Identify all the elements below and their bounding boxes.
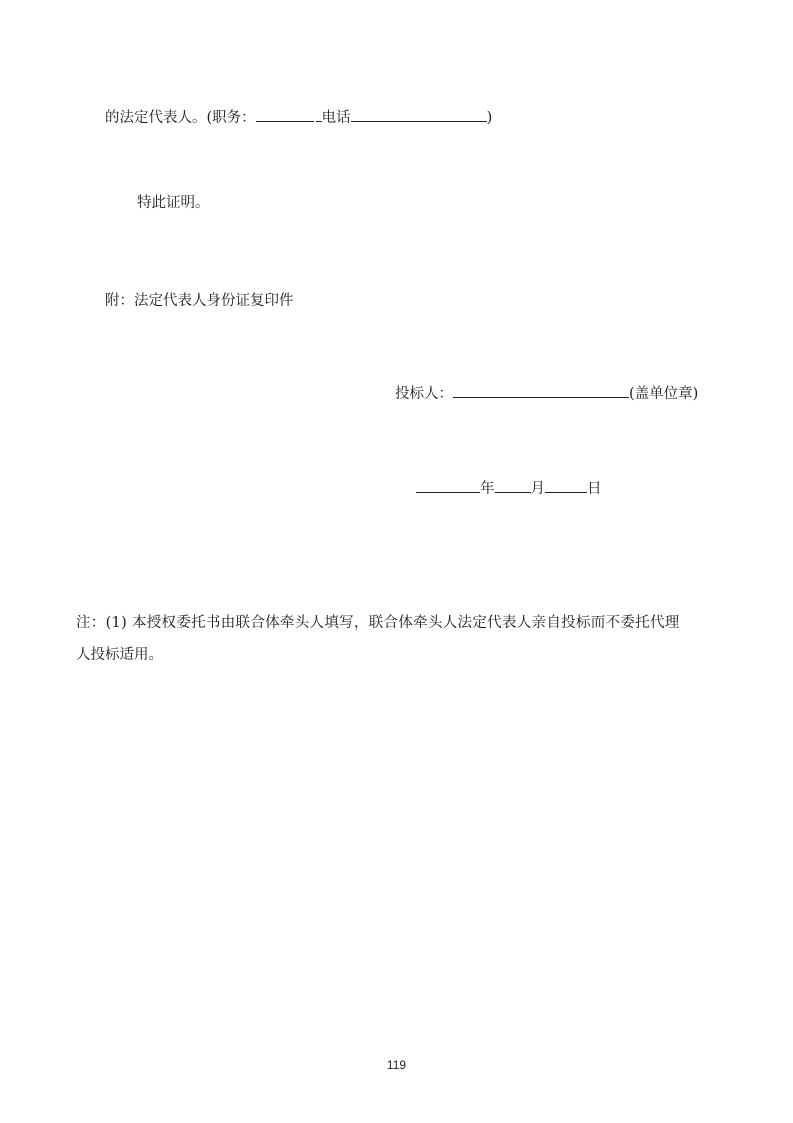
phone-blank[interactable] — [351, 120, 487, 122]
page-number: 119 — [386, 1058, 407, 1072]
attachment-text: 附：法定代表人身份证复印件 — [105, 293, 294, 309]
close-paren: ) — [486, 110, 493, 126]
certify-text: 特此证明。 — [137, 195, 210, 211]
month-blank[interactable] — [495, 491, 531, 493]
bidder-line — [395, 382, 698, 403]
position-phone-line — [105, 106, 492, 127]
day-blank[interactable] — [545, 491, 587, 493]
date-line — [416, 477, 602, 498]
year-blank[interactable] — [416, 491, 480, 493]
position-blank[interactable] — [256, 120, 314, 122]
seal-label: (盖单位章) — [629, 386, 699, 402]
note-line-2: 人投标适用。 — [76, 647, 163, 663]
day-label: 日 — [587, 481, 602, 497]
month-label: 月 — [530, 481, 545, 497]
note-line-1: 注：(1) 本授权委托书由联合体牵头人填写，联合体牵头人法定代表人亲自投标而不委托代理 — [76, 615, 680, 631]
phone-label: 电话 — [321, 110, 351, 126]
year-label: 年 — [480, 481, 495, 497]
bidder-label: 投标人： — [395, 386, 453, 402]
legal-rep-text: 的法定代表人。(职务： — [105, 110, 256, 126]
bidder-blank[interactable] — [453, 396, 629, 398]
